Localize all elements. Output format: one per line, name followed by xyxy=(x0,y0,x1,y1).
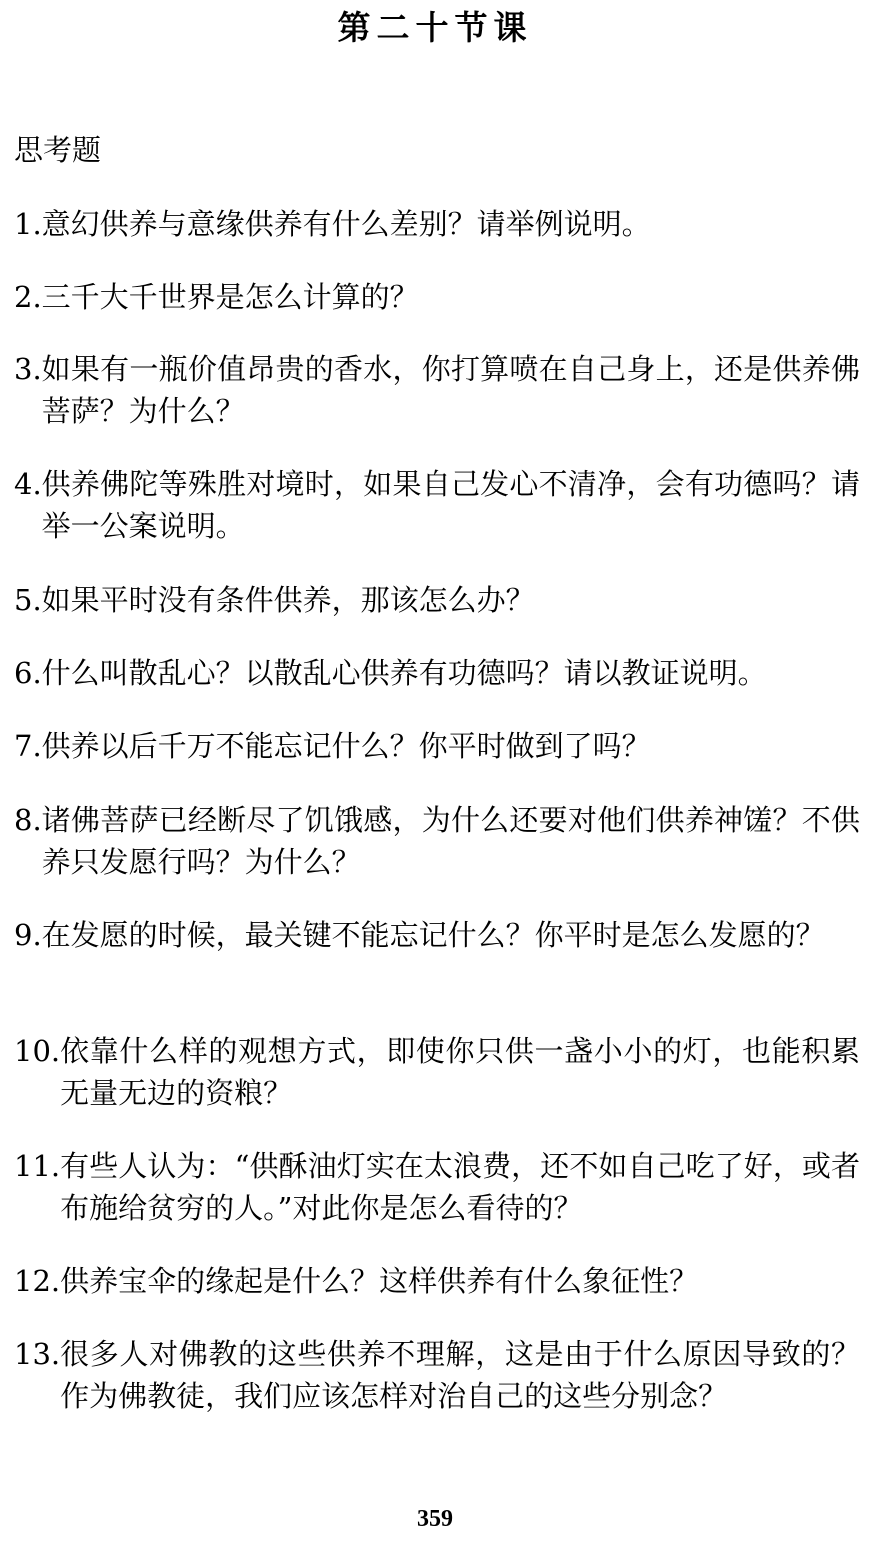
question-7 xyxy=(14,725,860,767)
question-text: 依靠什么样的观想方式，即使你只供一盏小小的灯，也能积累无量无边的资粮？ xyxy=(60,1034,860,1110)
question-3 xyxy=(14,348,860,432)
question-text: 有些人认为：“供酥油灯实在太浪费，还不如自己吃了好，或者布施给贫穷的人。”对此你是怎么看待的？ xyxy=(60,1149,860,1225)
question-text: 诸佛菩萨已经断尽了饥饿感，为什么还要对他们供养神馐？不供养只发愿行吗？为什么？ xyxy=(41,803,860,879)
question-text: 在发愿的时候，最关键不能忘记什么？你平时是怎么发愿的？ xyxy=(41,918,825,952)
question-9 xyxy=(14,914,860,956)
page-title: 第二十节课 xyxy=(337,8,533,47)
question-number: 5. xyxy=(14,583,42,617)
question-5 xyxy=(14,579,860,621)
question-text: 供养以后千万不能忘记什么？你平时做到了吗？ xyxy=(41,729,651,763)
question-number: 3. xyxy=(14,352,42,386)
question-text: 很多人对佛教的这些供养不理解，这是由于什么原因导致的？作为佛教徒，我们应该怎样对治自己的这些分别念？ xyxy=(60,1337,860,1413)
question-number: 13. xyxy=(14,1337,61,1371)
question-number: 4. xyxy=(14,467,42,501)
question-11 xyxy=(14,1145,860,1229)
question-number: 1. xyxy=(14,207,42,241)
question-text: 三千大千世界是怎么计算的？ xyxy=(41,280,419,314)
question-number: 8. xyxy=(14,803,42,837)
question-number: 10. xyxy=(14,1034,61,1068)
question-8 xyxy=(14,799,860,883)
question-text: 什么叫散乱心？以散乱心供养有功德吗？请以教证说明。 xyxy=(41,656,767,690)
question-text: 供养佛陀等殊胜对境时，如果自己发心不清净，会有功德吗？请举一公案说明。 xyxy=(41,467,860,543)
question-2 xyxy=(14,276,860,318)
question-13 xyxy=(14,1333,860,1417)
page-number: 359 xyxy=(417,1506,453,1532)
question-10 xyxy=(14,1030,860,1114)
question-4 xyxy=(14,463,860,547)
question-number: 9. xyxy=(14,918,42,952)
section-heading: 思考题 xyxy=(14,133,102,167)
question-text: 如果平时没有条件供养，那该怎么办？ xyxy=(41,583,535,617)
question-number: 6. xyxy=(14,656,42,690)
question-1 xyxy=(14,203,860,245)
question-text: 供养宝伞的缘起是什么？这样供养有什么象征性？ xyxy=(60,1264,699,1298)
question-number: 2. xyxy=(14,280,42,314)
question-12 xyxy=(14,1260,860,1302)
question-number: 7. xyxy=(14,729,42,763)
question-text: 如果有一瓶价值昂贵的香水，你打算喷在自己身上，还是供养佛菩萨？为什么？ xyxy=(41,352,860,428)
question-text: 意幻供养与意缘供养有什么差别？请举例说明。 xyxy=(41,207,651,241)
question-6 xyxy=(14,652,860,694)
question-number: 12. xyxy=(14,1264,61,1298)
question-number: 11. xyxy=(14,1149,61,1183)
